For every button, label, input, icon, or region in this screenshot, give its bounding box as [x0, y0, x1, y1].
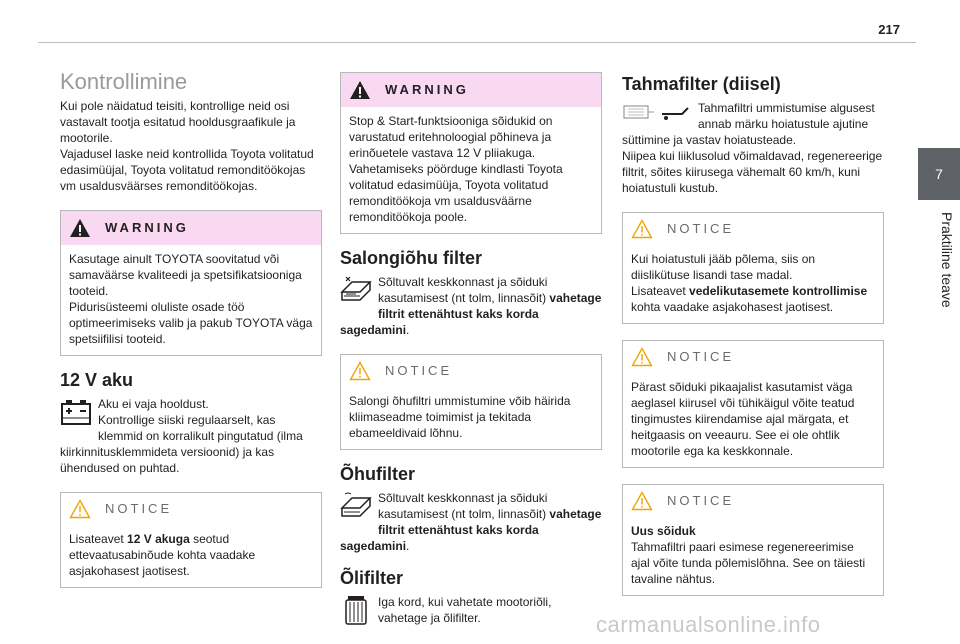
notice-text: Salongi õhufiltri ummistumine võib häirida kliimaseadme toimimist ja tekitada ebameeldivaid lõhnu.: [349, 394, 571, 440]
notice-header: [623, 341, 883, 373]
notice-box-steam: [622, 340, 884, 468]
checks-intro: Kui pole näidatud teisiti, kontrollige neid osi vastavalt tootja esitatud hooldusgraafikule ja mootorile. Vajadusel laske neid kontrollida Toyota volitatud edasimüüjal, Toyota volitatud remonditöökojas vm usaldusväärses remonditöökojas.: [60, 99, 314, 193]
notice-subtitle: Uus sõiduk: [631, 524, 696, 538]
warning-box-products: [60, 210, 322, 356]
air-filter-icon: [340, 490, 372, 522]
notice-header: [623, 213, 883, 245]
notice-label: NOTICE: [105, 501, 173, 516]
warning-label: WARNING: [385, 82, 469, 97]
chapter-number: 7: [935, 166, 943, 182]
air-filter-text-pre: Sõltuvalt keskkonnast ja sõiduki kasutamisest (nt tolm, linnasõit): [378, 491, 550, 521]
oil-filter-text: Iga kord, kui vahetate mootoriõli, vahetage ja õlifilter.: [378, 595, 552, 625]
header-divider: [38, 42, 916, 43]
notice-header: [623, 485, 883, 517]
chapter-title: Praktiline teave: [939, 212, 955, 308]
warning-text: Kasutage ainult TOYOTA soovitatud või samaväärse kvaliteedi ja spetsifikatsiooniga tooteid. Pidurisüsteemi oluliste osade töö optimeerimiseks valib ja pakub TOYOTA väga spetsiifilisi tooteid.: [69, 252, 313, 346]
dpf-text: Tahmafiltri ummistumise algusest annab märku hoiatustule ajutine süttimine ja vastav hoiatusteade. Niipea kui liiklusolud võimaldavad, regenereerige filtrit, sõites kiirusega vähemalt 60 km/h, kuni hoiatustuli kustub.: [622, 101, 883, 195]
column-3: [622, 76, 884, 612]
notice-box-battery: [60, 492, 322, 588]
dpf-warning-icon: [622, 100, 692, 124]
notice-text-post: kohta vaadake asjakohasest jaotisest.: [631, 300, 834, 314]
battery-icon: [60, 396, 92, 428]
watermark: carmanualsonline.info: [596, 612, 821, 637]
air-filter-text-post: .: [406, 539, 410, 553]
notice-icon: [69, 499, 91, 519]
air-filter-section: [340, 490, 602, 554]
notice-text: Tahmafiltri paari esimese regenereerimise ajal võite tunda põlemislõhna. See on täiesti tavaline nähtus.: [631, 540, 866, 586]
warning-header: [61, 211, 321, 245]
notice-text-bold: vedelikutasemete kontrollimise: [689, 284, 868, 298]
chapter-tab: [918, 148, 960, 200]
notice-icon: [631, 219, 653, 239]
section-title-checks: Kontrollimine: [60, 69, 188, 94]
section-title-air-filter: Õhufilter: [340, 464, 415, 484]
oil-filter-icon: [340, 594, 372, 626]
notice-text-pre: Lisateavet: [69, 532, 128, 546]
cabin-filter-text-post: .: [406, 323, 410, 337]
section-title-battery: 12 V aku: [60, 370, 134, 390]
battery-text: Aku ei vaja hooldust. Kontrollige siiski regulaarselt, kas klemmid on korralikult pingutatud (ilma kiirkinnitusklemmideta versioonid) ja kas ühendused on puhtad.: [60, 397, 303, 475]
notice-header: [341, 355, 601, 387]
page-number: 217: [878, 22, 900, 37]
notice-header: [61, 493, 321, 525]
notice-text: Pärast sõiduki pikaajalist kasutamist väga aeglasel kiirusel või tühikäigul võite teatud tingimustes kiirendamise ajal märgata, et heitgaasis on veeauru. See ei ole ohtlik mootorile ega ka keskkonnale.: [631, 380, 855, 458]
notice-label: NOTICE: [385, 363, 453, 378]
notice-icon: [631, 491, 653, 511]
notice-icon: [349, 361, 371, 381]
warning-label: WARNING: [105, 220, 189, 235]
warning-header: [341, 73, 601, 107]
notice-box-dpf-additive: [622, 212, 884, 324]
notice-body: [623, 517, 883, 595]
notice-box-new-vehicle: [622, 484, 884, 596]
cabin-filter-text-pre: Sõltuvalt keskkonnast ja sõiduki kasutamisest (nt tolm, linnasõit): [378, 275, 550, 305]
warning-icon: [349, 80, 371, 100]
dpf-section: [622, 100, 884, 196]
notice-text: [623, 245, 883, 323]
notice-text-post: seotud ettevaatusabinõude kohta vaadake asjakohasest jaotisest.: [69, 532, 256, 578]
oil-filter-section: [340, 594, 602, 628]
warning-box-stopstart: [340, 72, 602, 234]
notice-label: NOTICE: [667, 349, 735, 364]
notice-label: NOTICE: [667, 221, 735, 236]
air-filter-text-bold: vahetage filtrit ettenähtust kaks korda sagedamini: [340, 507, 602, 553]
warning-text: Stop & Start-funktsiooniga sõidukid on varustatud eritehnoloogial põhineva ja erinõuetele vastava 12 V pliiakuga. Vahetamiseks pöörduge kindlasti Toyota volitatud edasimüüja, Toyota volitatud remonditöökoja vm usaldusväärne remonditöökoja poole.: [349, 114, 563, 224]
battery-section: [60, 396, 322, 476]
section-title-cabin-filter: Salongiõhu filter: [340, 248, 482, 268]
column-1: [60, 64, 322, 604]
column-2: [340, 72, 602, 644]
cabin-filter-icon: [340, 274, 372, 306]
notice-text: [61, 525, 321, 587]
notice-label: NOTICE: [667, 493, 735, 508]
notice-box-cabin-filter: [340, 354, 602, 450]
notice-icon: [631, 347, 653, 367]
warning-icon: [69, 218, 91, 238]
section-title-dpf: Tahmafilter (diisel): [622, 74, 781, 94]
notice-text-pre: Kui hoiatustuli jääb põlema, siis on diislikütuse lisandi tase madal. Lisateavet: [631, 252, 816, 298]
section-title-oil-filter: Õlifilter: [340, 568, 404, 588]
notice-text-bold: 12 V akuga: [127, 532, 190, 546]
cabin-filter-section: [340, 274, 602, 338]
cabin-filter-text-bold: vahetage filtrit ettenähtust kaks korda sagedamini: [340, 291, 602, 337]
